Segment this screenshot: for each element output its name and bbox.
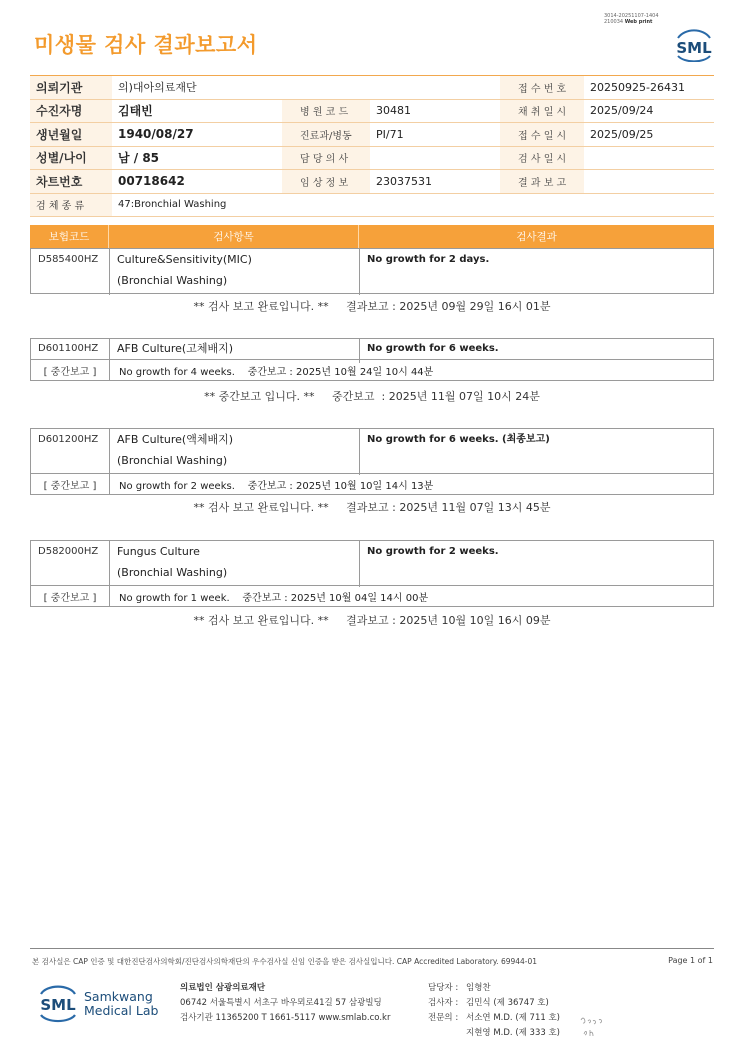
corp-address: 06742 서울특별시 서초구 바우뫼로41길 57 삼광빌딩	[180, 998, 382, 1008]
hospital-code-value: 30481	[370, 99, 500, 123]
test-name	[110, 429, 360, 475]
doctor-value	[370, 146, 500, 170]
print-meta-code: 210034	[604, 19, 624, 25]
page-number: Page 1 of 1	[668, 956, 713, 965]
interim-text: No growth for 1 week. 중간보고 : 2025년 10월 04일 14시 00분	[119, 592, 429, 604]
interim-row	[30, 474, 714, 495]
test-result: No growth for 6 weeks. (최종보고)	[367, 434, 550, 445]
test-result: No growth for 2 weeks.	[367, 546, 499, 557]
staff-role: 전문의 :	[428, 1013, 459, 1023]
test-row	[30, 428, 714, 474]
test-name-line1: Culture&Sensitivity(MIC)	[117, 253, 252, 266]
patient-label: 수진자명	[30, 99, 112, 123]
sex-age-label: 성별/나이	[30, 146, 112, 170]
receipt-no-label: 접 수 번 호	[500, 76, 584, 100]
test-note: ** 검사 보고 완료입니다. ** 결과보고 : 2025년 11월 07일 13시 45분	[193, 501, 551, 514]
brand-line2: Medical Lab	[84, 1003, 159, 1018]
signature-image	[578, 1012, 608, 1042]
interim-row	[30, 360, 714, 381]
test-result: No growth for 2 days.	[367, 254, 490, 265]
test-row	[30, 248, 714, 294]
staff-name: 김민식 (제 36747 호)	[466, 998, 549, 1008]
sex-age-value: 남 / 85	[112, 146, 282, 170]
clinical-label: 임 상 정 보	[282, 170, 370, 194]
test-note: ** 검사 보고 완료입니다. ** 결과보고 : 2025년 10월 10일 16시 09분	[193, 614, 551, 627]
test-note: ** 중간보고 입니다. ** 중간보고 : 2025년 11월 07일 10시 24분	[204, 390, 540, 403]
dept-value: PI/71	[370, 123, 500, 147]
report-value	[584, 170, 714, 194]
staff-name: 서소연 M.D. (제 711 호)	[466, 1013, 561, 1023]
logo-text: SML	[676, 39, 712, 57]
patient-info-table	[30, 75, 714, 217]
corp-info	[180, 981, 390, 1026]
test-date-label: 검 사 일 시	[500, 146, 584, 170]
page-title: 미생물 검사 결과보고서	[34, 33, 258, 57]
staff-role	[428, 1026, 466, 1041]
corp-name: 의료법인 삼광의료재단	[180, 983, 266, 993]
test-name-line2: (Bronchial Washing)	[117, 454, 228, 467]
results-header	[30, 225, 714, 248]
test-name-line2: (Bronchial Washing)	[117, 274, 228, 287]
staff-name: 임형찬	[466, 983, 491, 993]
req-org-value: 의)대아의료재단	[112, 76, 500, 100]
sml-footer-logo-icon	[37, 980, 79, 1026]
collect-date-value: 2025/09/24	[584, 99, 714, 123]
interim-text: No growth for 2 weeks. 중간보고 : 2025년 10월 10일 14시 13분	[119, 480, 434, 492]
staff-list	[428, 981, 560, 1041]
interim-tag: [ 중간보고 ]	[31, 586, 110, 606]
test-note: ** 검사 보고 완료입니다. ** 결과보고 : 2025년 09월 29일 16시 01분	[193, 300, 551, 313]
birth-label: 생년월일	[30, 123, 112, 147]
interim-row	[30, 586, 714, 607]
patient-value: 김태빈	[112, 99, 282, 123]
header-item: 검사항목	[109, 225, 359, 248]
test-code: D585400HZ	[31, 249, 110, 295]
test-code: D582000HZ	[31, 541, 110, 587]
receipt-date-value: 2025/09/25	[584, 123, 714, 147]
corp-contact: 검사기관 11365200 T 1661-5117 www.smlab.co.kr	[180, 1013, 391, 1023]
brand-name	[84, 990, 158, 1018]
hospital-code-label: 병 원 코 드	[282, 99, 370, 123]
test-name	[110, 541, 360, 587]
header-code: 보험코드	[30, 225, 109, 248]
staff-role: 검사자 :	[428, 998, 459, 1008]
signature-scribble-icon	[578, 1012, 608, 1038]
receipt-no-value: 20250925-26431	[584, 76, 714, 100]
clinical-value: 23037531	[370, 170, 500, 194]
print-meta	[604, 13, 659, 25]
print-meta-line1: 3014-20251107-1404	[604, 13, 659, 19]
cap-statement: 본 검사실은 CAP 인증 및 대한진단검사의학회/진단검사의학재단의 우수검사실 신임 인증을 받은 검사실입니다. CAP Accredited Laboratory. 69944-01	[32, 957, 538, 966]
chart-value: 00718642	[112, 170, 282, 194]
birth-value: 1940/08/27	[112, 123, 282, 147]
staff-role: 담당자 :	[428, 983, 459, 993]
sml-logo-icon	[672, 26, 716, 62]
interim-tag: [ 중간보고 ]	[31, 360, 110, 380]
receipt-date-label: 접 수 일 시	[500, 123, 584, 147]
test-row	[30, 540, 714, 586]
header-result: 검사결과	[516, 231, 557, 243]
test-name-line1: AFB Culture(고체배지)	[117, 342, 234, 355]
req-org-label: 의뢰기관	[30, 76, 112, 100]
staff-name: 지현영 M.D. (제 333 호)	[466, 1028, 561, 1038]
report-label: 결 과 보 고	[500, 170, 584, 194]
specimen-value: 47:Bronchial Washing	[112, 193, 714, 217]
brand-line1: Samkwang	[84, 989, 153, 1004]
test-date-value	[584, 146, 714, 170]
print-meta-label: Web print	[624, 19, 653, 25]
test-code: D601200HZ	[31, 429, 110, 475]
footer-logo-text: SML	[40, 996, 76, 1014]
test-result: No growth for 6 weeks.	[367, 343, 499, 354]
test-name-line1: AFB Culture(액체배지)	[117, 433, 234, 446]
collect-date-label: 채 취 일 시	[500, 99, 584, 123]
chart-label: 차트번호	[30, 170, 112, 194]
dept-label: 진료과/병동	[282, 123, 370, 147]
test-code: D601100HZ	[31, 339, 110, 363]
interim-tag: [ 중간보고 ]	[31, 474, 110, 494]
specimen-label: 검 체 종 류	[30, 193, 112, 217]
footer-divider	[30, 948, 714, 949]
interim-text: No growth for 4 weeks. 중간보고 : 2025년 10월 24일 10시 44분	[119, 366, 434, 378]
test-row	[30, 338, 714, 360]
doctor-label: 담 당 의 사	[282, 146, 370, 170]
test-name-line1: Fungus Culture	[117, 545, 200, 558]
test-name	[110, 249, 360, 295]
test-name-line2: (Bronchial Washing)	[117, 566, 228, 579]
